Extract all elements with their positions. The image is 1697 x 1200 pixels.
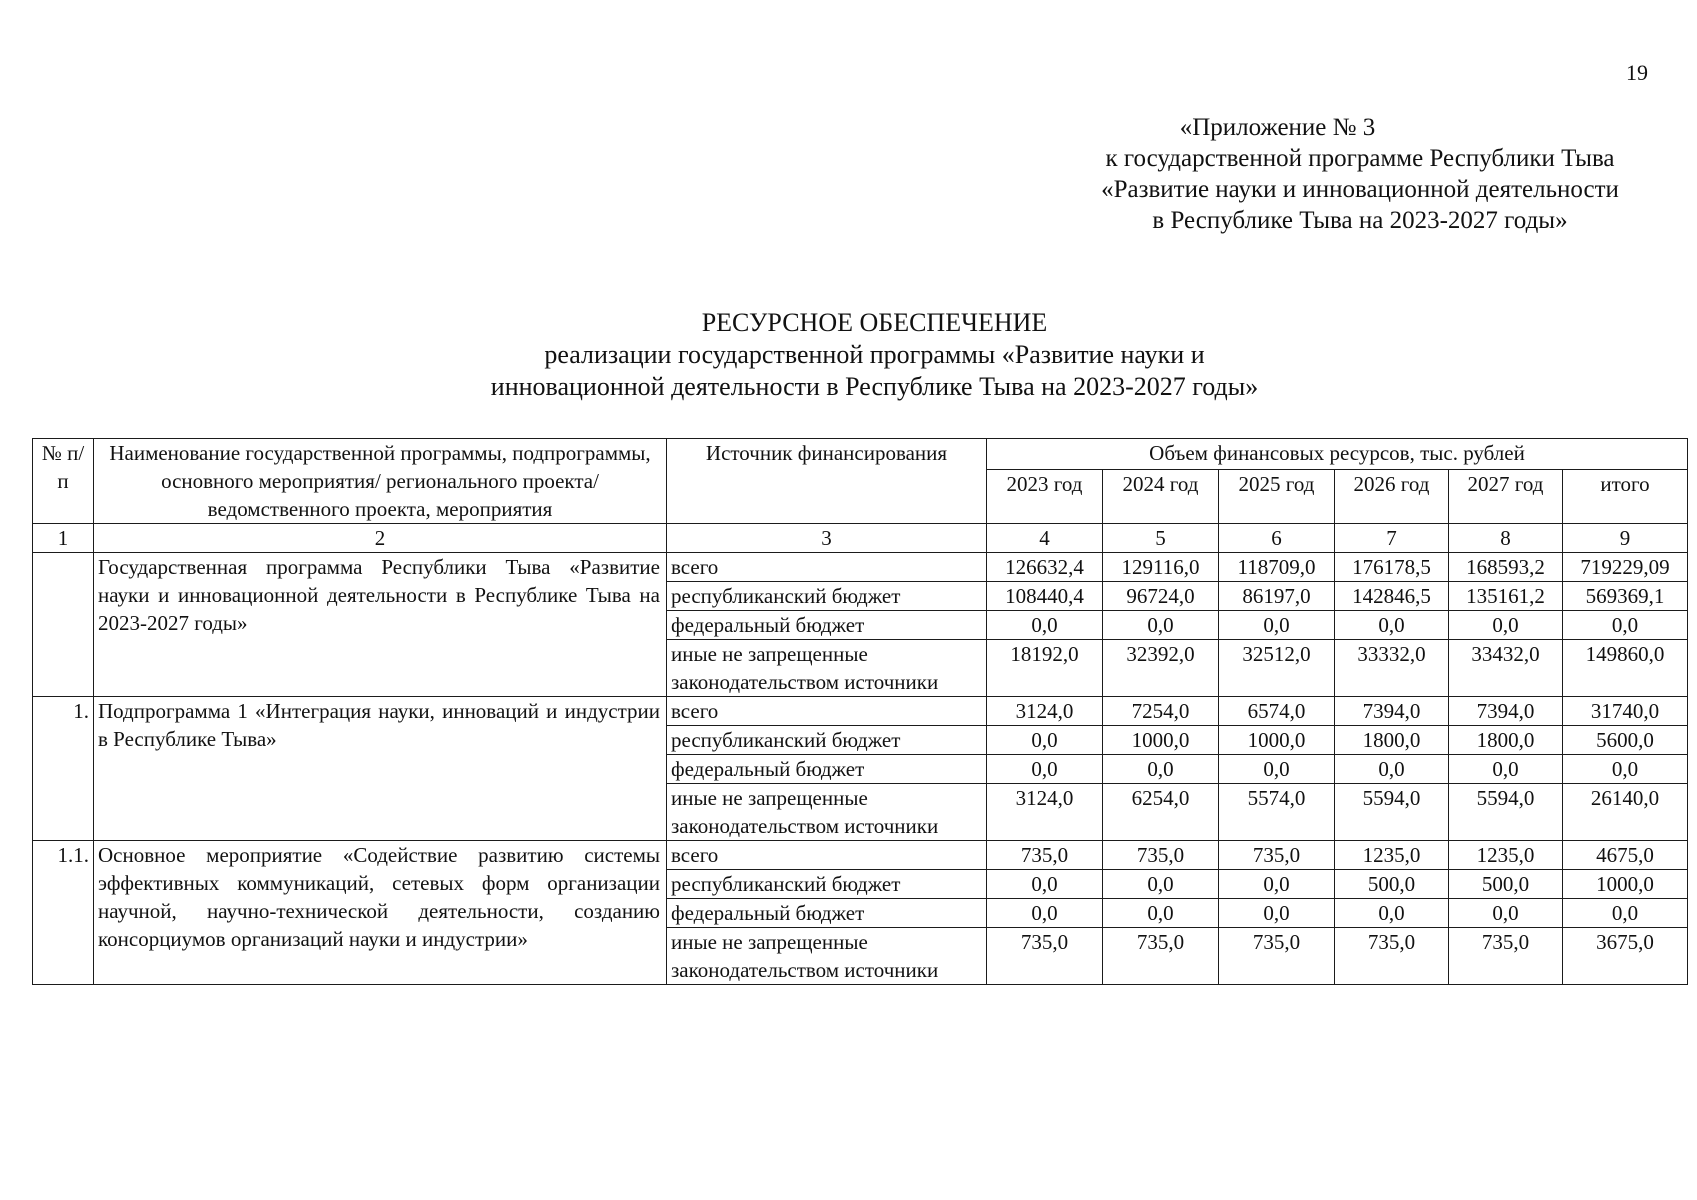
funding-source: республиканский бюджет	[667, 726, 987, 755]
table-row	[33, 553, 1688, 582]
column-number: 7	[1335, 524, 1449, 553]
year-value: 1000,0	[1219, 726, 1335, 755]
page-number: 19	[1626, 60, 1648, 85]
funding-source: всего	[667, 553, 987, 582]
header-year: 2027 год	[1449, 470, 1563, 524]
year-value: 3124,0	[987, 697, 1103, 726]
program-name: Основное мероприятие «Содействие развитию системы эффективных коммуникаций, сетевых форм организации научной, научно-технической деятельности, созданию консорциумов организаций науки и индустрии»	[94, 841, 667, 985]
year-value: 0,0	[1219, 611, 1335, 640]
header-year: 2025 год	[1219, 470, 1335, 524]
table-row	[33, 841, 1688, 870]
total-value: 569369,1	[1563, 582, 1688, 611]
header-total: итого	[1563, 470, 1688, 524]
funding-source: всего	[667, 697, 987, 726]
year-value: 3124,0	[987, 784, 1103, 841]
row-number: 1.	[33, 697, 94, 841]
year-value: 5594,0	[1449, 784, 1563, 841]
year-value: 0,0	[1219, 870, 1335, 899]
column-number: 9	[1563, 524, 1688, 553]
year-value: 0,0	[1449, 899, 1563, 928]
year-value: 1800,0	[1335, 726, 1449, 755]
year-value: 86197,0	[1219, 582, 1335, 611]
appendix-line: в Республике Тыва на 2023-2027 годы»	[1152, 207, 1568, 234]
program-name: Подпрограмма 1 «Интеграция науки, инноваций и индустрии в Республике Тыва»	[94, 697, 667, 841]
year-value: 32512,0	[1219, 640, 1335, 697]
year-value: 33332,0	[1335, 640, 1449, 697]
funding-source: иные не запрещенные законодательством источники	[667, 784, 987, 841]
header-year: 2023 год	[987, 470, 1103, 524]
year-value: 735,0	[987, 841, 1103, 870]
table-body	[33, 439, 1688, 985]
funding-source: федеральный бюджет	[667, 899, 987, 928]
year-value: 0,0	[987, 755, 1103, 784]
column-number: 1	[33, 524, 94, 553]
year-value: 735,0	[1219, 841, 1335, 870]
header-year: 2026 год	[1335, 470, 1449, 524]
year-value: 108440,4	[987, 582, 1103, 611]
year-value: 7254,0	[1103, 697, 1219, 726]
year-value: 6574,0	[1219, 697, 1335, 726]
year-value: 0,0	[987, 726, 1103, 755]
year-value: 18192,0	[987, 640, 1103, 697]
year-value: 0,0	[1449, 611, 1563, 640]
year-value: 118709,0	[1219, 553, 1335, 582]
funding-source: иные не запрещенные законодательством источники	[667, 928, 987, 985]
year-value: 129116,0	[1103, 553, 1219, 582]
total-value: 3675,0	[1563, 928, 1688, 985]
year-value: 6254,0	[1103, 784, 1219, 841]
year-value: 5594,0	[1335, 784, 1449, 841]
header-volume: Объем финансовых ресурсов, тыс. рублей	[987, 439, 1688, 470]
column-number: 2	[94, 524, 667, 553]
header-name: Наименование государственной программы, подпрограммы, основного мероприятия/ регионального проекта/ ведомственного проекта, мероприятия	[94, 439, 667, 524]
total-value: 719229,09	[1563, 553, 1688, 582]
year-value: 0,0	[1103, 755, 1219, 784]
year-value: 0,0	[1335, 899, 1449, 928]
year-value: 735,0	[987, 928, 1103, 985]
year-value: 0,0	[987, 899, 1103, 928]
header-year: 2024 год	[1103, 470, 1219, 524]
column-number: 3	[667, 524, 987, 553]
row-number	[33, 553, 94, 697]
year-value: 0,0	[987, 611, 1103, 640]
appendix-line: к государственной программе Республики Тыва	[1105, 145, 1615, 172]
year-value: 0,0	[1219, 899, 1335, 928]
year-value: 135161,2	[1449, 582, 1563, 611]
year-value: 0,0	[1335, 755, 1449, 784]
year-value: 0,0	[1103, 611, 1219, 640]
column-number: 4	[987, 524, 1103, 553]
funding-source: федеральный бюджет	[667, 755, 987, 784]
document-title	[0, 307, 1697, 403]
total-value: 149860,0	[1563, 640, 1688, 697]
total-value: 5600,0	[1563, 726, 1688, 755]
column-number: 5	[1103, 524, 1219, 553]
year-value: 168593,2	[1449, 553, 1563, 582]
total-value: 0,0	[1563, 899, 1688, 928]
total-value: 0,0	[1563, 611, 1688, 640]
year-value: 1235,0	[1449, 841, 1563, 870]
total-value: 31740,0	[1563, 697, 1688, 726]
year-value: 33432,0	[1449, 640, 1563, 697]
year-value: 126632,4	[987, 553, 1103, 582]
title-heading: РЕСУРСНОЕ ОБЕСПЕЧЕНИЕ	[701, 308, 1048, 337]
year-value: 0,0	[1103, 899, 1219, 928]
year-value: 0,0	[987, 870, 1103, 899]
year-value: 7394,0	[1335, 697, 1449, 726]
header-no: № п/п	[33, 439, 94, 524]
year-value: 0,0	[1103, 870, 1219, 899]
funding-source: республиканский бюджет	[667, 582, 987, 611]
year-value: 735,0	[1449, 928, 1563, 985]
funding-source: всего	[667, 841, 987, 870]
year-value: 500,0	[1335, 870, 1449, 899]
year-value: 176178,5	[1335, 553, 1449, 582]
year-value: 500,0	[1449, 870, 1563, 899]
appendix-line: «Развитие науки и инновационной деятельности	[1101, 176, 1619, 203]
total-value: 0,0	[1563, 755, 1688, 784]
year-value: 735,0	[1335, 928, 1449, 985]
year-value: 5574,0	[1219, 784, 1335, 841]
header-row	[33, 439, 1688, 470]
year-value: 735,0	[1219, 928, 1335, 985]
appendix-line: «Приложение № 3	[1179, 114, 1376, 141]
total-value: 1000,0	[1563, 870, 1688, 899]
year-value: 0,0	[1449, 755, 1563, 784]
header-source: Источник финансирования	[667, 439, 987, 524]
year-value: 7394,0	[1449, 697, 1563, 726]
year-value: 96724,0	[1103, 582, 1219, 611]
year-value: 32392,0	[1103, 640, 1219, 697]
year-value: 735,0	[1103, 928, 1219, 985]
year-value: 0,0	[1335, 611, 1449, 640]
resource-table	[32, 438, 1688, 985]
appendix-block	[1000, 112, 1697, 236]
year-value: 735,0	[1103, 841, 1219, 870]
title-line: реализации государственной программы «Развитие науки и	[544, 340, 1205, 369]
year-value: 0,0	[1219, 755, 1335, 784]
column-number: 6	[1219, 524, 1335, 553]
row-number: 1.1.	[33, 841, 94, 985]
title-line: инновационной деятельности в Республике Тыва на 2023-2027 годы»	[490, 372, 1259, 401]
column-numbers-row	[33, 524, 1688, 553]
table-row	[33, 697, 1688, 726]
year-value: 142846,5	[1335, 582, 1449, 611]
year-value: 1235,0	[1335, 841, 1449, 870]
funding-source: республиканский бюджет	[667, 870, 987, 899]
year-value: 1000,0	[1103, 726, 1219, 755]
funding-source: иные не запрещенные законодательством источники	[667, 640, 987, 697]
year-value: 1800,0	[1449, 726, 1563, 755]
column-number: 8	[1449, 524, 1563, 553]
funding-source: федеральный бюджет	[667, 611, 987, 640]
total-value: 4675,0	[1563, 841, 1688, 870]
program-name: Государственная программа Республики Тыва «Развитие науки и инновационной деятельности в Республике Тыва на 2023-2027 годы»	[94, 553, 667, 697]
total-value: 26140,0	[1563, 784, 1688, 841]
